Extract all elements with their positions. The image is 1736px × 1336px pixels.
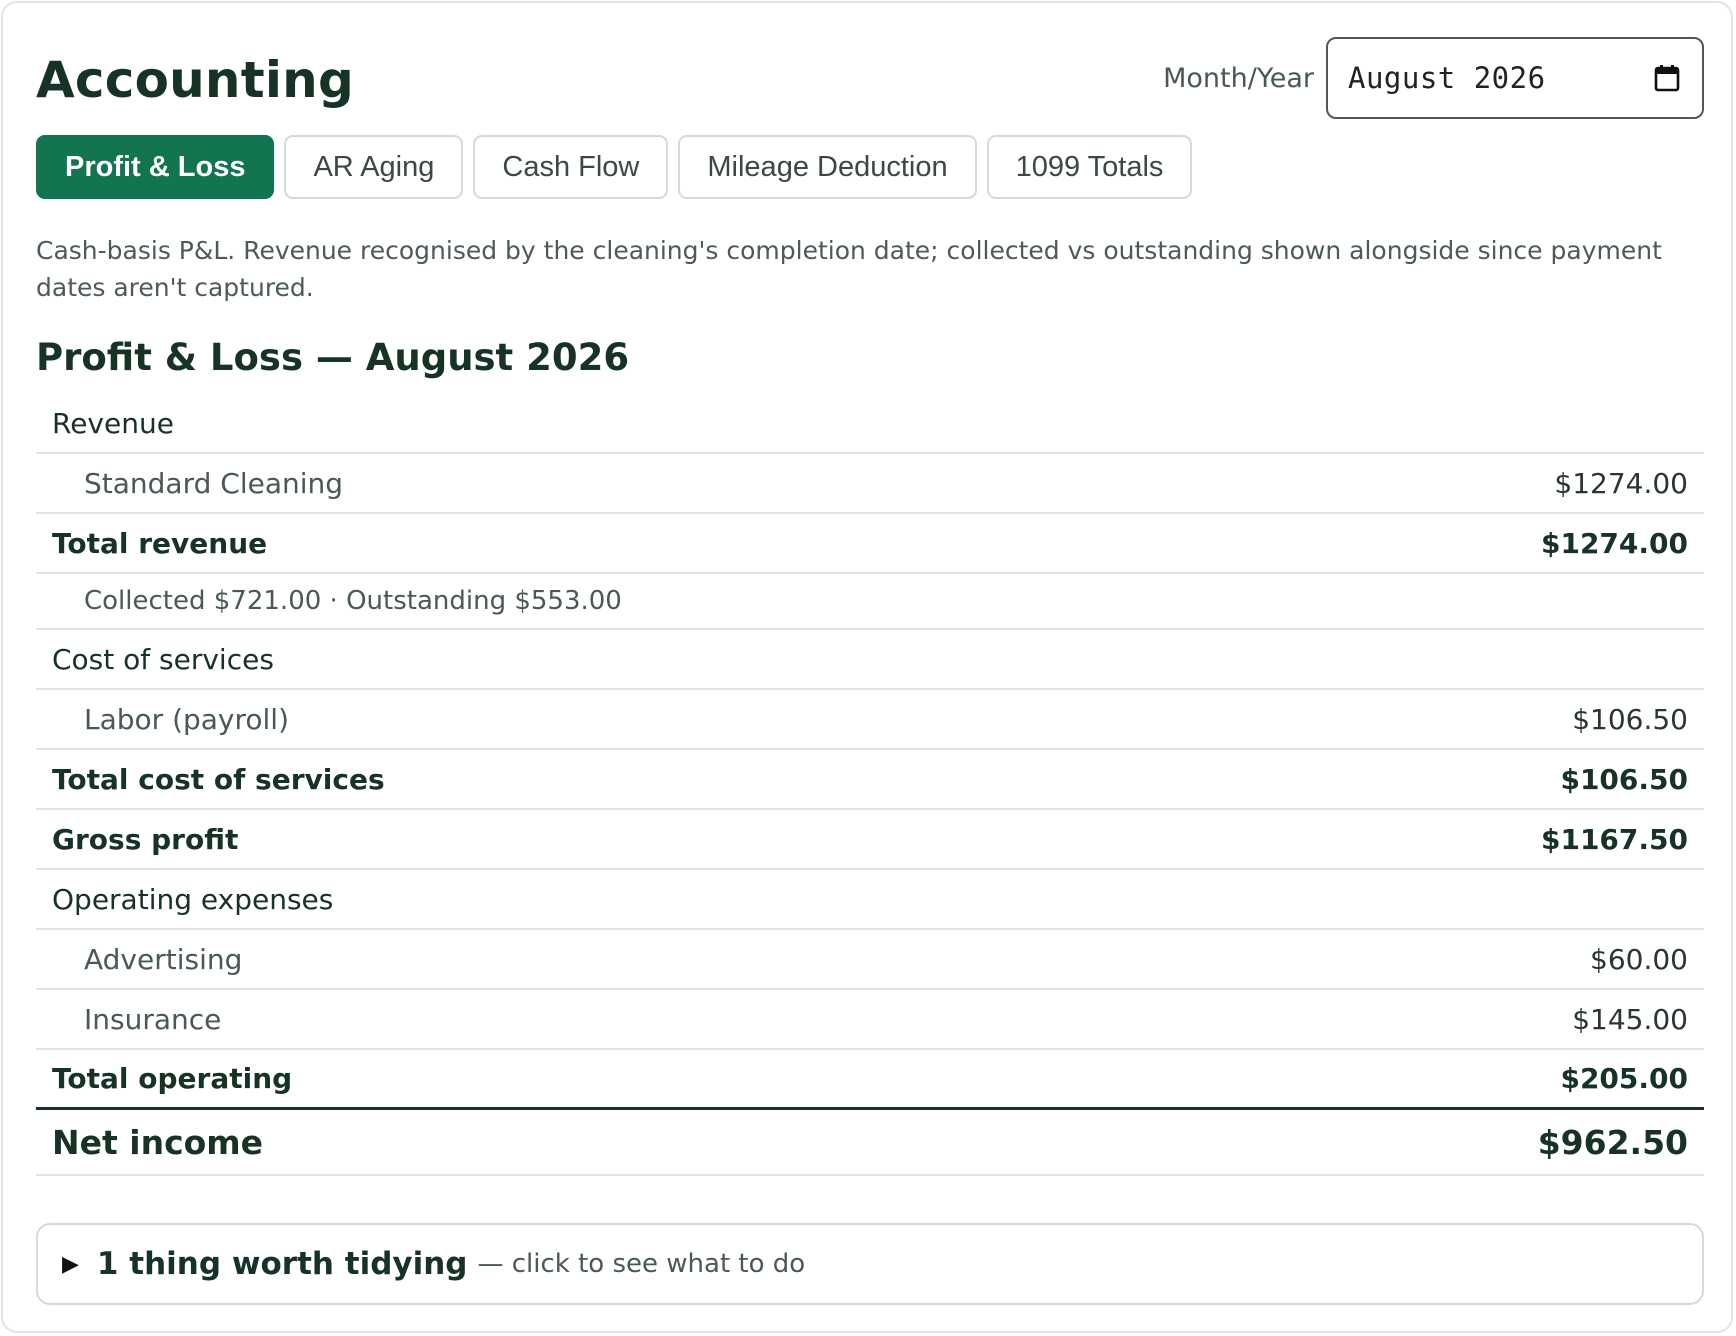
month-year-picker [1163, 37, 1704, 119]
tab-mileage-deduction[interactable]: Mileage Deduction [678, 135, 976, 199]
tab-1099-totals[interactable]: 1099 Totals [987, 135, 1193, 199]
page-title: Accounting [36, 51, 354, 109]
tidy-title: 1 thing worth tidying [96, 1246, 468, 1282]
line-item-amount: $145.00 [1572, 1002, 1688, 1036]
total-cost-row [36, 750, 1704, 810]
revenue-heading-row [36, 394, 1704, 454]
total-revenue-label: Total revenue [52, 526, 268, 560]
cost-heading-row [36, 630, 1704, 690]
cost-heading: Cost of services [52, 642, 274, 676]
profit-loss-table [36, 394, 1704, 1176]
line-item-label: Advertising [84, 942, 243, 976]
net-income-row [36, 1110, 1704, 1176]
tidy-hint: — click to see what to do [477, 1249, 806, 1279]
collected-note-row [36, 574, 1704, 630]
total-revenue-amount: $1274.00 [1540, 526, 1688, 560]
tab-profit-loss[interactable]: Profit & Loss [36, 135, 274, 199]
line-item-amount: $1274.00 [1554, 466, 1688, 500]
report-title: Profit & Loss — August 2026 [36, 336, 630, 379]
net-income-label: Net income [52, 1122, 264, 1162]
month-year-value: August 2026 [1348, 61, 1546, 95]
total-cost-label: Total cost of services [52, 762, 385, 796]
table-row [36, 454, 1704, 514]
total-operating-label: Total operating [52, 1062, 293, 1095]
table-row [36, 930, 1704, 990]
operating-heading: Operating expenses [52, 882, 334, 916]
report-tabs [36, 135, 1202, 199]
total-revenue-row [36, 514, 1704, 574]
line-item-label: Insurance [84, 1002, 222, 1036]
operating-heading-row [36, 870, 1704, 930]
gross-profit-label: Gross profit [52, 822, 239, 856]
disclosure-triangle-icon[interactable]: ▶ [62, 1251, 79, 1277]
month-year-label: Month/Year [1163, 62, 1314, 94]
calendar-icon[interactable] [1654, 64, 1680, 92]
gross-profit-row [36, 810, 1704, 870]
table-row [36, 990, 1704, 1050]
total-cost-amount: $106.50 [1560, 762, 1688, 796]
net-income-amount: $962.50 [1537, 1122, 1688, 1162]
tab-cash-flow[interactable]: Cash Flow [473, 135, 668, 199]
tidy-disclosure[interactable] [36, 1223, 1704, 1305]
line-item-label: Labor (payroll) [84, 702, 290, 736]
line-item-label: Standard Cleaning [84, 466, 344, 500]
accounting-card [1, 1, 1733, 1333]
month-year-input[interactable] [1326, 37, 1704, 119]
revenue-heading: Revenue [52, 406, 174, 440]
total-operating-row [36, 1050, 1704, 1110]
line-item-amount: $106.50 [1572, 702, 1688, 736]
total-operating-amount: $205.00 [1560, 1062, 1688, 1095]
report-description: Cash-basis P&L. Revenue recognised by the cleaning's completion date; collected vs outstanding shown alongside since payment dates aren't captured. [36, 236, 1662, 302]
collected-outstanding-note: Collected $721.00 · Outstanding $553.00 [84, 586, 622, 616]
tab-ar-aging[interactable]: AR Aging [284, 135, 463, 199]
gross-profit-amount: $1167.50 [1540, 822, 1688, 856]
line-item-amount: $60.00 [1590, 942, 1688, 976]
table-row [36, 690, 1704, 750]
